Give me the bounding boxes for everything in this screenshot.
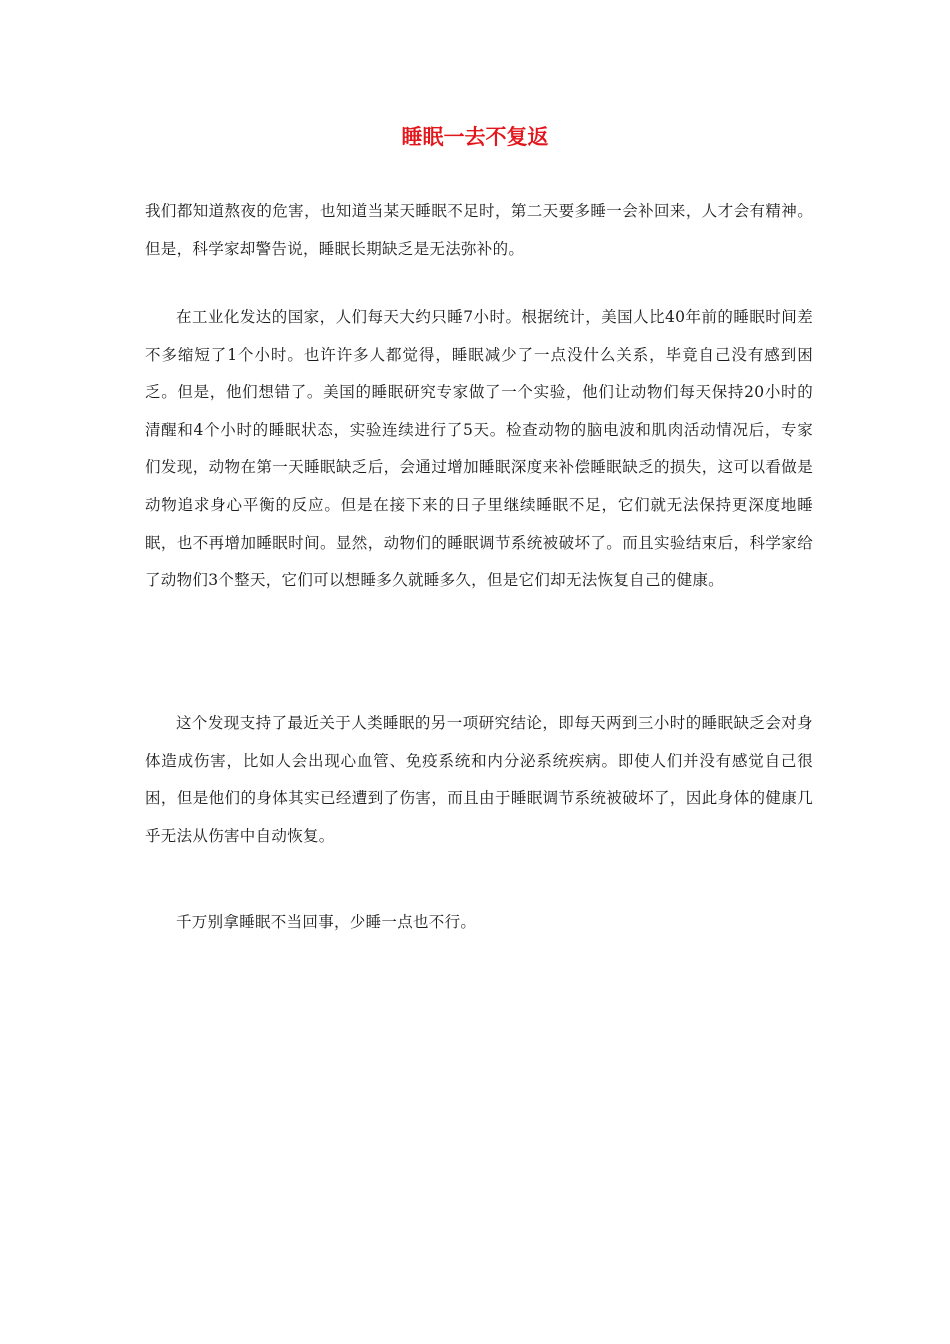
paragraph-2: 在工业化发达的国家，人们每天大约只睡7小时。根据统计，美国人比40年前的睡眠时间差不多缩短了1个小时。也许许多人都觉得，睡眠减少了一点没什么关系，毕竟自己没有感到困乏。但是，他们想错了。美国的睡眠研究专家做了一个实验，他们让动物们每天保持20小时的清醒和4个小时的睡眠状态，实验连续进行了5天。检查动物的脑电波和肌肉活动情况后，专家们发现，动物在第一天睡眠缺乏后，会通过增加睡眠深度来补偿睡眠缺乏的损失，这可以看做是动物追求身心平衡的反应。但是在接下来的日子里继续睡眠不足，它们就无法保持更深度地睡眠，也不再增加睡眠时间。显然，动物们的睡眠调节系统被破坏了。而且实验结束后，科学家给了动物们3个整天，它们可以想睡多久就睡多久，但是它们却无法恢复自己的健康。 <box>145 308 813 590</box>
document-title: 睡眠一去不复返 <box>401 125 549 149</box>
paragraph-4: 千万别拿睡眠不当回事，少睡一点也不行。 <box>176 913 477 931</box>
paragraph-3: 这个发现支持了最近关于人类睡眠的另一项研究结论，即每天两到三小时的睡眠缺乏会对身体造成伤害，比如人会出现心血管、免疫系统和内分泌系统疾病。即使人们并没有感觉自己很困，但是他们的身体其实已经遭到了伤害，而且由于睡眠调节系统被破坏了，因此身体的健康几乎无法从伤害中自动恢复。 <box>145 714 813 845</box>
paragraph-1: 我们都知道熬夜的危害，也知道当某天睡眠不足时，第二天要多睡一会补回来，人才会有精神。但是，科学家却警告说，睡眠长期缺乏是无法弥补的。 <box>145 202 813 258</box>
